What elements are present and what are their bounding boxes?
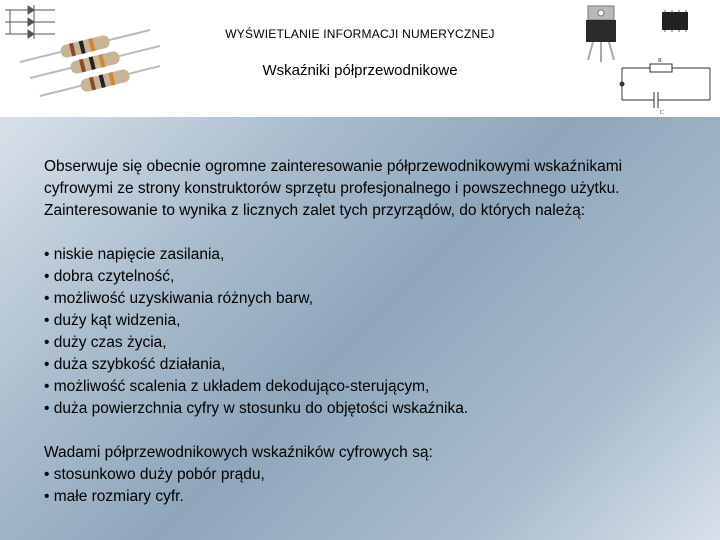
list-item: • możliwość scalenia z układem dekodująco-sterującym,	[44, 378, 430, 395]
transistor-to220	[586, 6, 616, 62]
intro-paragraph: Obserwuje się obecnie ogromne zainteresowanie półprzewodnikowymi wskaźnikami cyfrowymi ze strony konstruktorów sprzętu profesjonalnego i powszechnego użytku. Zainteresowanie to wynika z licznych zalet tych przyrządów, do których należą:	[44, 158, 623, 219]
slide-content	[44, 156, 684, 508]
list-item: • stosunkowo duży pobór prądu,	[44, 466, 265, 483]
ic-chip	[662, 10, 688, 32]
list-item: • dobra czytelność,	[44, 268, 175, 285]
disadvantages-list	[44, 464, 684, 508]
disadvantages-intro: Wadami półprzewodnikowych wskaźników cyfrowych są:	[44, 444, 433, 461]
list-item: • małe rozmiary cyfr.	[44, 488, 184, 505]
advantages-list	[44, 244, 684, 420]
rc-circuit	[620, 64, 710, 108]
slide-title: WYŚWIETLANIE INFORMACJI NUMERYCZNEJ	[225, 27, 495, 41]
list-item: • duży kąt widzenia,	[44, 312, 181, 329]
header-banner	[0, 0, 720, 117]
capacitor-label: C	[660, 110, 665, 116]
list-item: • niskie napięcie zasilania,	[44, 246, 225, 263]
resistors-image	[0, 0, 160, 117]
slide-subtitle: Wskaźniki półprzewodnikowe	[262, 62, 458, 79]
components-image	[560, 0, 720, 117]
list-item: • duży czas życia,	[44, 334, 167, 351]
list-item: • duża powierzchnia cyfry w stosunku do objętości wskaźnika.	[44, 400, 469, 417]
resistor-label: R	[658, 58, 663, 64]
list-item: • duża szybkość działania,	[44, 356, 226, 373]
list-item: • możliwość uzyskiwania różnych barw,	[44, 290, 314, 307]
